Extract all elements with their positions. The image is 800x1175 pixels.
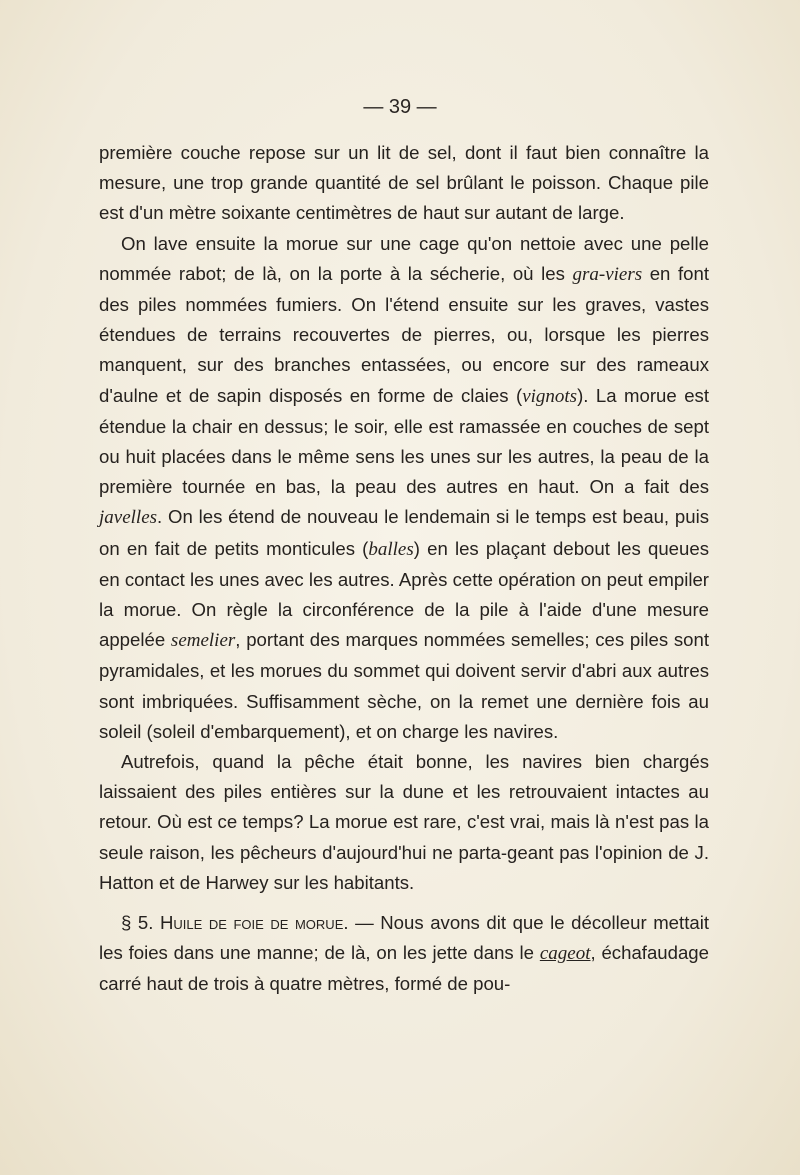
- paragraph-1: [99, 138, 709, 229]
- paragraph-2-part-a: On lave ensuite la morue sur une cage qu'on nettoie avec une pelle nommée rabot; de là, on la porte à la sécherie, où les: [99, 232, 709, 284]
- paragraph-4-part-b: , échafaudage carré haut de trois à quatre mètres, formé de pou-: [99, 942, 709, 995]
- paragraph-2-part-b: en font des piles nommées fumiers. On l'étend ensuite sur les graves, vastes étendues de terrains recouvertes de pierres, ou, lorsque les pierres manquent, sur des branches entassées, ou encore sur des rameaux d'aulne et de sapin disposés en forme de claies (: [99, 262, 709, 406]
- term-semelier: semelier: [170, 630, 236, 652]
- body-text: [99, 138, 709, 1000]
- section-number: § 5.: [121, 912, 160, 934]
- paragraph-4: [99, 908, 709, 1000]
- paragraph-2-part-e: ) en les plaçant debout les queues en contact les unes avec les autres. Après cette opération on peut empiler la morue. On règle la circonférence de la pile à l'aide d'une mesure appelée: [99, 537, 709, 651]
- paragraph-2-part-d: . On les étend de nouveau le lendemain si le temps est beau, puis on en fait de petits monticules (: [99, 506, 709, 559]
- paragraph-2: [99, 229, 709, 747]
- paragraph-2-part-f: , portant des marques nommées semelles; ces piles sont pyramidales, et les morues du sommet qui doivent servir d'abri aux autres sont imbriquées. Suffisamment sèche, on la remet une dernière fois au soleil (soleil d'embarquement), et on charge les navires.: [99, 629, 710, 742]
- term-vignots: vignots: [522, 385, 578, 407]
- paragraph-4-part-a: Nous avons dit que le décolleur mettait les foies dans une manne; de là, on les jette dans le: [99, 912, 709, 964]
- page-number: — 39 —: [363, 96, 437, 118]
- term-javelles: javelles: [99, 507, 158, 529]
- paragraph-2-part-c: ). La morue est étendue la chair en dessus; le soir, elle est ramassée en couches de sept ou huit placées dans le même sens les unes sur les autres, la peau de la première tournée en bas, la peau des autres en haut. On a fait des: [99, 384, 710, 498]
- term-balles: balles: [368, 538, 414, 560]
- paragraph-3-text: Autrefois, quand la pêche était bonne, les navires bien chargés laissaient des piles entières sur la dune et les retrouvaient intactes au retour. Où est ce temps? La morue est rare, c'est vrai, mais là n'est pas la seule raison, les pêcheurs d'aujourd'hui ne parta-geant pas l'opinion de J. Hatton et de Harwey sur les habitants.: [99, 751, 709, 893]
- paragraph-3: [99, 747, 709, 898]
- term-graviers: gra-viers: [572, 263, 643, 285]
- section-dash: —: [348, 912, 381, 934]
- section-heading: Huile de foie de morue.: [159, 912, 349, 934]
- paragraph-1-text: première couche repose sur un lit de sel, dont il faut bien connaître la mesure, une trop grande quantité de sel brûlant le poisson. Chaque pile est d'un mètre soixante centimètres de haut sur autant de large.: [99, 142, 709, 224]
- term-cageot: cageot: [539, 943, 591, 965]
